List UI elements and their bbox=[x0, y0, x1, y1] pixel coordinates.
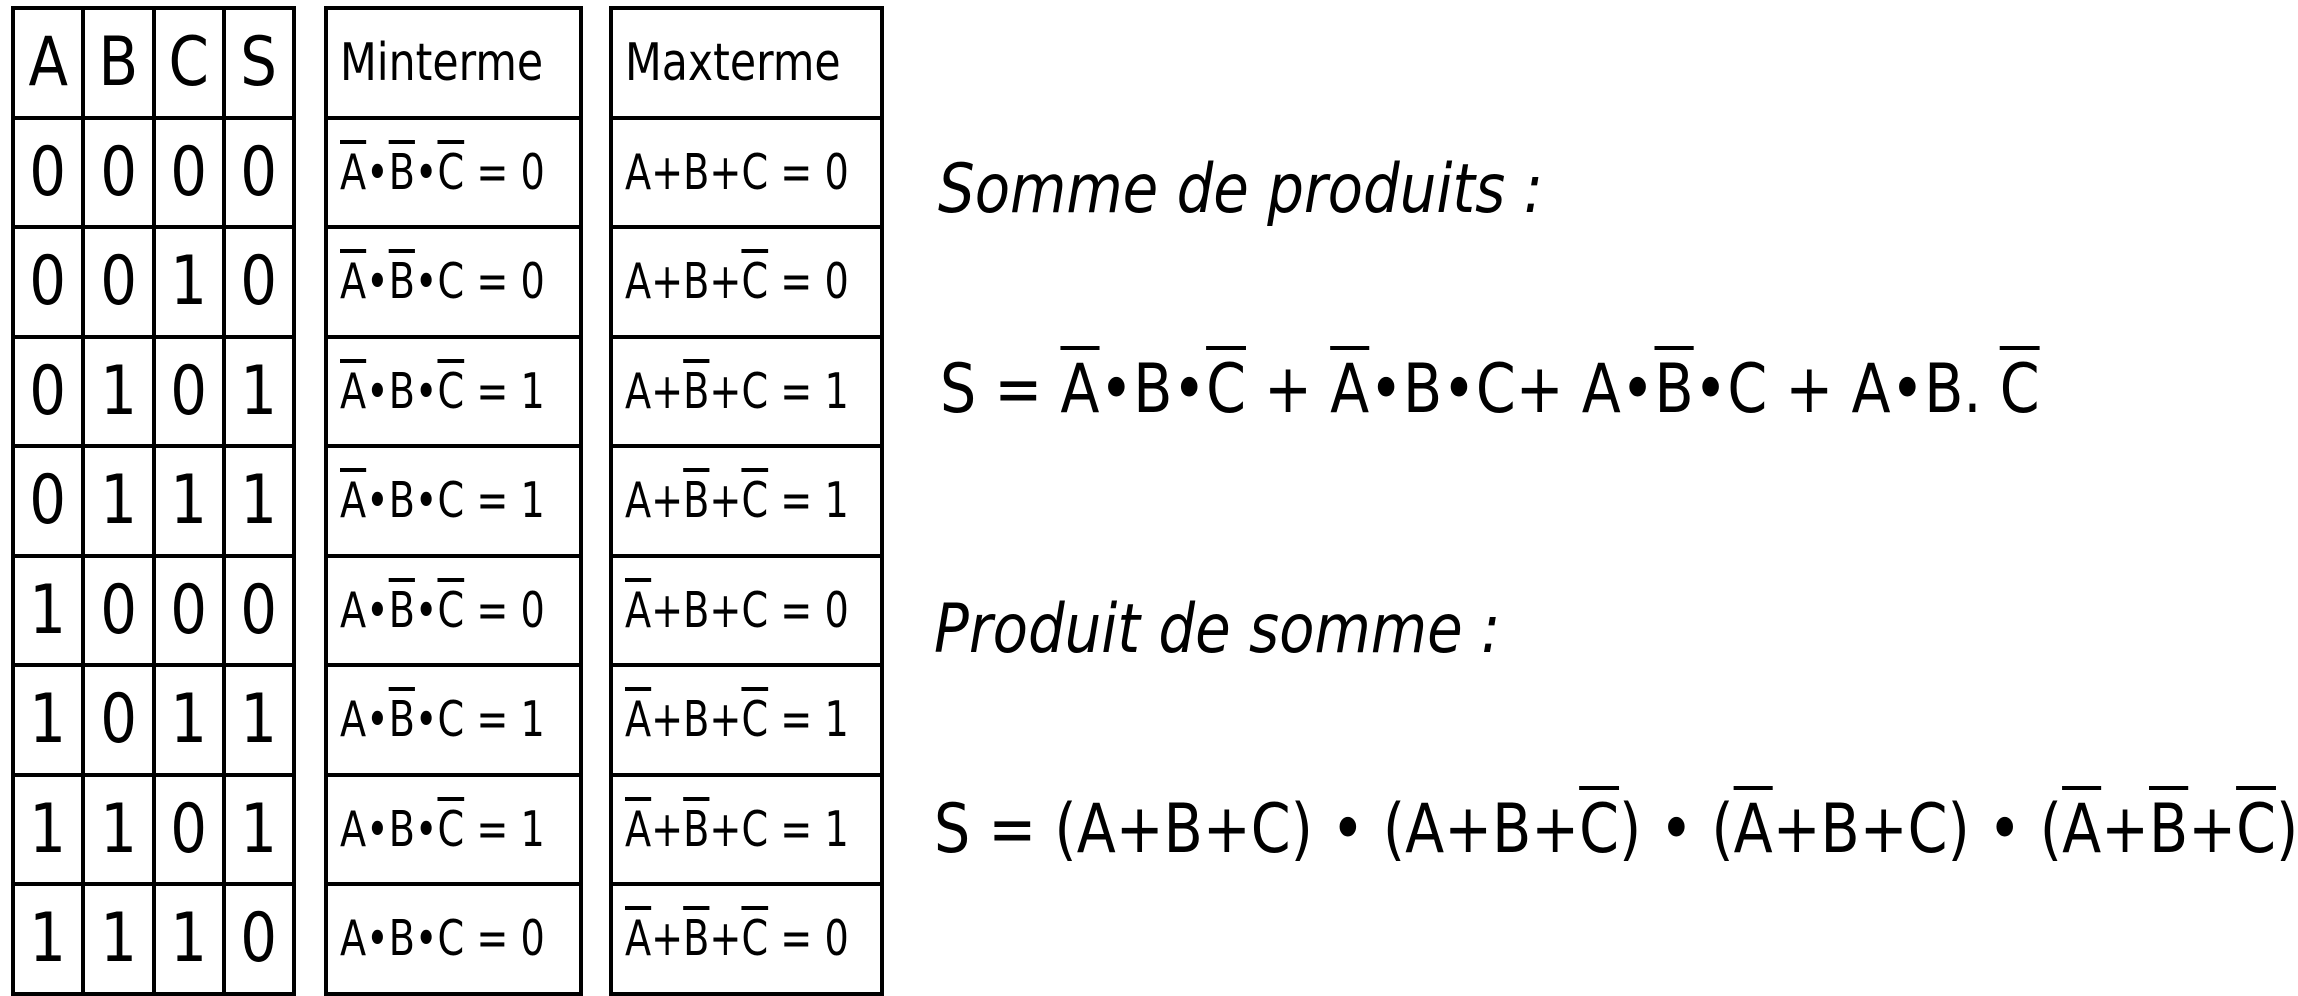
truth-value: 1 bbox=[29, 570, 67, 650]
truth-value: 1 bbox=[170, 461, 208, 541]
variable-a: $\overline{A}$ bbox=[340, 472, 367, 530]
truth-cell bbox=[224, 775, 294, 885]
minterm-cell bbox=[326, 446, 581, 556]
operator: • bbox=[414, 800, 438, 858]
maxterm-cell bbox=[611, 884, 882, 994]
truth-cell bbox=[83, 884, 153, 994]
truth-value: 0 bbox=[99, 680, 137, 760]
variable-c: C bbox=[437, 910, 465, 968]
variable-a: $\overline{A}$ bbox=[625, 910, 652, 968]
minterm-expression bbox=[340, 472, 545, 529]
operator: • bbox=[366, 910, 389, 968]
variable-c: $\overline{C}$ bbox=[437, 800, 465, 858]
product-of-sums-heading: Produit de somme : bbox=[934, 590, 1501, 669]
formula-segment: + bbox=[2101, 790, 2150, 869]
minterm-header-row bbox=[326, 8, 581, 118]
minterm-cell bbox=[326, 118, 581, 228]
truth-cell bbox=[13, 665, 83, 775]
truth-cell bbox=[13, 884, 83, 994]
operator: = 1 bbox=[464, 800, 545, 858]
operator: = 0 bbox=[464, 253, 545, 311]
variable-c: C bbox=[741, 581, 769, 639]
variable-a: A bbox=[340, 691, 367, 749]
truth-value: 0 bbox=[29, 351, 67, 431]
variable-b: B bbox=[388, 472, 415, 530]
variable-b: $\overline{B}$ bbox=[683, 910, 710, 968]
truth-value: 1 bbox=[240, 461, 278, 541]
maxterm-row bbox=[611, 446, 882, 556]
truth-cell bbox=[83, 446, 153, 556]
operator: = 0 bbox=[464, 910, 545, 968]
complemented-variable: $\overline{A}$ bbox=[1330, 350, 1370, 429]
formula-segment: •B• bbox=[1099, 350, 1207, 429]
maxterm-header-row bbox=[611, 8, 882, 118]
truth-cell bbox=[154, 337, 224, 447]
variable-a: $\overline{A}$ bbox=[625, 800, 652, 858]
truth-value: 1 bbox=[99, 789, 137, 869]
variable-a: A bbox=[625, 472, 652, 530]
operator: + bbox=[651, 362, 684, 420]
operator: + bbox=[651, 472, 684, 530]
complemented-variable: $\overline{C}$ bbox=[1579, 790, 1620, 869]
column-header-label: S bbox=[240, 23, 278, 103]
operator: + bbox=[709, 800, 742, 858]
truth-value: 1 bbox=[29, 899, 67, 979]
variable-c: $\overline{C}$ bbox=[741, 253, 769, 311]
sum-of-products-heading: Somme de produits : bbox=[938, 150, 1544, 229]
operator: = 0 bbox=[768, 581, 849, 639]
truth-value: 0 bbox=[99, 132, 137, 212]
minterm-expression bbox=[340, 910, 545, 967]
formula-segment: ) • ( bbox=[1619, 790, 1734, 869]
variable-c: C bbox=[741, 143, 769, 201]
operator: • bbox=[414, 910, 438, 968]
operator: • bbox=[366, 800, 389, 858]
truth-cell bbox=[224, 337, 294, 447]
variable-a: A bbox=[625, 253, 652, 311]
maxterm-expression bbox=[625, 253, 849, 310]
minterm-row bbox=[326, 556, 581, 666]
operator: • bbox=[414, 472, 438, 530]
column-header-a bbox=[13, 8, 83, 118]
truth-value: 0 bbox=[29, 132, 67, 212]
truth-cell bbox=[224, 446, 294, 556]
truth-table-row bbox=[13, 556, 294, 666]
variable-a: A bbox=[340, 800, 367, 858]
maxterm-expression bbox=[625, 472, 849, 529]
truth-value: 1 bbox=[240, 789, 278, 869]
minterm-expression bbox=[340, 801, 545, 858]
variable-b: B bbox=[683, 143, 710, 201]
formula-segment: •C + A•B. bbox=[1693, 350, 2000, 429]
minterm-row bbox=[326, 446, 581, 556]
truth-value: 1 bbox=[170, 242, 208, 322]
variable-c: C bbox=[741, 362, 769, 420]
maxterm-row bbox=[611, 337, 882, 447]
minterm-expression bbox=[340, 582, 545, 639]
truth-cell bbox=[154, 775, 224, 885]
truth-value: 1 bbox=[29, 680, 67, 760]
operator: + bbox=[709, 910, 742, 968]
operator: = 1 bbox=[464, 472, 545, 530]
variable-c: $\overline{C}$ bbox=[437, 143, 465, 201]
operator: • bbox=[414, 253, 438, 311]
variable-b: $\overline{B}$ bbox=[388, 691, 415, 749]
truth-value: 0 bbox=[99, 570, 137, 650]
formula-segment: S = (A+B+C) • (A+B+ bbox=[934, 790, 1580, 869]
variable-b: $\overline{B}$ bbox=[388, 143, 415, 201]
formula-segment: + bbox=[2188, 790, 2237, 869]
maxterm-cell bbox=[611, 665, 882, 775]
minterm-cell bbox=[326, 884, 581, 994]
complemented-variable: $\overline{C}$ bbox=[1206, 350, 1246, 429]
truth-value: 0 bbox=[240, 570, 278, 650]
variable-c: C bbox=[437, 472, 465, 530]
truth-table-row bbox=[13, 118, 294, 228]
maxterm-cell bbox=[611, 227, 882, 337]
truth-cell bbox=[83, 665, 153, 775]
truth-table-row bbox=[13, 884, 294, 994]
operator: + bbox=[651, 581, 684, 639]
operator: + bbox=[651, 143, 684, 201]
maxterm-expression bbox=[625, 582, 849, 639]
truth-cell bbox=[83, 337, 153, 447]
truth-table-row bbox=[13, 337, 294, 447]
minterm-row bbox=[326, 884, 581, 994]
operator: = 0 bbox=[768, 253, 849, 311]
minterm-cell bbox=[326, 227, 581, 337]
truth-cell bbox=[224, 118, 294, 228]
variable-c: C bbox=[741, 800, 769, 858]
truth-table-row bbox=[13, 227, 294, 337]
truth-cell bbox=[13, 118, 83, 228]
truth-table-row bbox=[13, 665, 294, 775]
operator: + bbox=[651, 253, 684, 311]
product-of-sums-formula bbox=[934, 790, 2298, 869]
truth-value: 1 bbox=[240, 680, 278, 760]
minterm-expression bbox=[340, 253, 545, 310]
variable-b: B bbox=[683, 691, 710, 749]
variable-a: $\overline{A}$ bbox=[625, 691, 652, 749]
column-header-b bbox=[83, 8, 153, 118]
truth-cell bbox=[224, 884, 294, 994]
truth-cell bbox=[83, 227, 153, 337]
minterm-cell bbox=[326, 556, 581, 666]
truth-cell bbox=[13, 556, 83, 666]
operator: • bbox=[366, 143, 389, 201]
variable-b: $\overline{B}$ bbox=[388, 253, 415, 311]
truth-value: 0 bbox=[29, 242, 67, 322]
variable-c: C bbox=[437, 253, 465, 311]
truth-value: 0 bbox=[170, 132, 208, 212]
truth-value: 0 bbox=[240, 132, 278, 212]
operator: • bbox=[366, 691, 389, 749]
complemented-variable: $\overline{A}$ bbox=[2062, 790, 2102, 869]
variable-b: B bbox=[683, 581, 710, 639]
maxterm-expression bbox=[625, 363, 849, 420]
minterm-row bbox=[326, 775, 581, 885]
formula-segment: +B+C) • ( bbox=[1772, 790, 2063, 869]
maxterm-expression bbox=[625, 801, 849, 858]
variable-a: A bbox=[340, 581, 367, 639]
minterm-header: Minterme bbox=[340, 32, 544, 93]
operator: • bbox=[414, 581, 438, 639]
minterm-cell bbox=[326, 775, 581, 885]
maxterm-expression bbox=[625, 910, 849, 967]
truth-cell bbox=[154, 227, 224, 337]
truth-table-header-row bbox=[13, 8, 294, 118]
variable-b: $\overline{B}$ bbox=[683, 800, 710, 858]
minterm-row bbox=[326, 337, 581, 447]
variable-c: $\overline{C}$ bbox=[437, 581, 465, 639]
formula-segment: •B•C+ A• bbox=[1369, 350, 1655, 429]
maxterm-cell bbox=[611, 446, 882, 556]
truth-table bbox=[11, 6, 296, 996]
minterm-row bbox=[326, 118, 581, 228]
formula-segment: + bbox=[1245, 350, 1331, 429]
truth-cell bbox=[224, 227, 294, 337]
truth-value: 1 bbox=[240, 351, 278, 431]
operator: • bbox=[414, 362, 438, 420]
column-header-label: A bbox=[28, 23, 68, 103]
complemented-variable: $\overline{B}$ bbox=[1654, 350, 1694, 429]
maxterm-cell bbox=[611, 118, 882, 228]
maxterm-cell bbox=[611, 556, 882, 666]
truth-cell bbox=[13, 227, 83, 337]
variable-c: $\overline{C}$ bbox=[741, 910, 769, 968]
operator: + bbox=[709, 581, 742, 639]
operator: = 0 bbox=[768, 143, 849, 201]
maxterm-table bbox=[609, 6, 884, 996]
formula-segment: S = bbox=[940, 350, 1061, 429]
complemented-variable: $\overline{A}$ bbox=[1733, 790, 1773, 869]
variable-a: $\overline{A}$ bbox=[340, 253, 367, 311]
truth-value: 1 bbox=[99, 461, 137, 541]
truth-cell bbox=[13, 446, 83, 556]
operator: = 1 bbox=[768, 472, 849, 530]
minterm-expression bbox=[340, 144, 545, 201]
truth-value: 1 bbox=[170, 680, 208, 760]
maxterm-row bbox=[611, 118, 882, 228]
complemented-variable: $\overline{C}$ bbox=[1999, 350, 2040, 429]
minterm-cell bbox=[326, 337, 581, 447]
column-header-label: C bbox=[168, 23, 209, 103]
truth-cell bbox=[224, 556, 294, 666]
variable-a: A bbox=[340, 910, 367, 968]
minterm-row bbox=[326, 665, 581, 775]
column-header-c bbox=[154, 8, 224, 118]
truth-cell bbox=[154, 665, 224, 775]
operator: • bbox=[414, 143, 438, 201]
minterm-expression bbox=[340, 363, 545, 420]
operator: + bbox=[651, 910, 684, 968]
variable-c: $\overline{C}$ bbox=[741, 691, 769, 749]
operator: + bbox=[709, 362, 742, 420]
column-header-s bbox=[224, 8, 294, 118]
sum-of-products-formula bbox=[940, 350, 2040, 429]
complemented-variable: $\overline{A}$ bbox=[1060, 350, 1100, 429]
truth-cell bbox=[154, 556, 224, 666]
operator: = 1 bbox=[768, 691, 849, 749]
column-header-label: B bbox=[98, 23, 139, 103]
operator: • bbox=[366, 253, 389, 311]
operator: + bbox=[709, 472, 742, 530]
truth-cell bbox=[83, 118, 153, 228]
variable-b: $\overline{B}$ bbox=[388, 581, 415, 639]
operator: = 0 bbox=[464, 143, 545, 201]
minterm-table bbox=[324, 6, 583, 996]
complemented-variable: $\overline{C}$ bbox=[2236, 790, 2276, 869]
maxterm-row bbox=[611, 556, 882, 666]
minterm-row bbox=[326, 227, 581, 337]
operator: • bbox=[366, 581, 389, 639]
variable-a: $\overline{A}$ bbox=[340, 362, 367, 420]
truth-value: 0 bbox=[170, 570, 208, 650]
maxterm-header: Maxterme bbox=[625, 32, 841, 93]
variable-b: B bbox=[388, 800, 415, 858]
operator: = 1 bbox=[464, 362, 545, 420]
operator: • bbox=[366, 472, 389, 530]
truth-cell bbox=[224, 665, 294, 775]
operator: = 1 bbox=[768, 800, 849, 858]
truth-cell bbox=[154, 884, 224, 994]
maxterm-row bbox=[611, 775, 882, 885]
truth-value: 0 bbox=[240, 242, 278, 322]
maxterm-expression bbox=[625, 144, 849, 201]
truth-value: 1 bbox=[99, 351, 137, 431]
truth-value: 0 bbox=[29, 461, 67, 541]
truth-value: 1 bbox=[29, 789, 67, 869]
truth-value: 0 bbox=[99, 242, 137, 322]
truth-cell bbox=[83, 556, 153, 666]
maxterm-header-cell bbox=[611, 8, 882, 118]
operator: = 0 bbox=[768, 910, 849, 968]
maxterm-row bbox=[611, 884, 882, 994]
variable-b: $\overline{B}$ bbox=[683, 362, 710, 420]
variable-b: B bbox=[388, 362, 415, 420]
operator: = 1 bbox=[768, 362, 849, 420]
variable-c: $\overline{C}$ bbox=[437, 362, 465, 420]
truth-value: 1 bbox=[170, 899, 208, 979]
truth-cell bbox=[83, 775, 153, 885]
truth-value: 0 bbox=[240, 899, 278, 979]
operator: + bbox=[709, 143, 742, 201]
truth-cell bbox=[13, 775, 83, 885]
variable-a: A bbox=[625, 143, 652, 201]
truth-value: 0 bbox=[170, 789, 208, 869]
operator: = 0 bbox=[464, 581, 545, 639]
formula-segment: ) bbox=[2275, 790, 2298, 869]
truth-cell bbox=[13, 337, 83, 447]
variable-b: B bbox=[388, 910, 415, 968]
truth-cell bbox=[154, 446, 224, 556]
variable-a: A bbox=[625, 362, 652, 420]
variable-c: $\overline{C}$ bbox=[741, 472, 769, 530]
minterm-cell bbox=[326, 665, 581, 775]
minterm-header-cell bbox=[326, 8, 581, 118]
operator: + bbox=[651, 691, 684, 749]
maxterm-expression bbox=[625, 691, 849, 748]
operator: • bbox=[366, 362, 389, 420]
complemented-variable: $\overline{B}$ bbox=[2149, 790, 2189, 869]
variable-a: $\overline{A}$ bbox=[625, 581, 652, 639]
variable-b: $\overline{B}$ bbox=[683, 472, 710, 530]
maxterm-cell bbox=[611, 337, 882, 447]
truth-cell bbox=[154, 118, 224, 228]
variable-b: B bbox=[683, 253, 710, 311]
variable-c: C bbox=[437, 691, 465, 749]
operator: + bbox=[651, 800, 684, 858]
operator: + bbox=[709, 691, 742, 749]
maxterm-cell bbox=[611, 775, 882, 885]
minterm-expression bbox=[340, 691, 545, 748]
operator: + bbox=[709, 253, 742, 311]
truth-value: 1 bbox=[99, 899, 137, 979]
operator: • bbox=[414, 691, 438, 749]
maxterm-row bbox=[611, 665, 882, 775]
truth-table-row bbox=[13, 775, 294, 885]
truth-value: 0 bbox=[170, 351, 208, 431]
maxterm-row bbox=[611, 227, 882, 337]
operator: = 1 bbox=[464, 691, 545, 749]
variable-a: $\overline{A}$ bbox=[340, 143, 367, 201]
truth-table-row bbox=[13, 446, 294, 556]
